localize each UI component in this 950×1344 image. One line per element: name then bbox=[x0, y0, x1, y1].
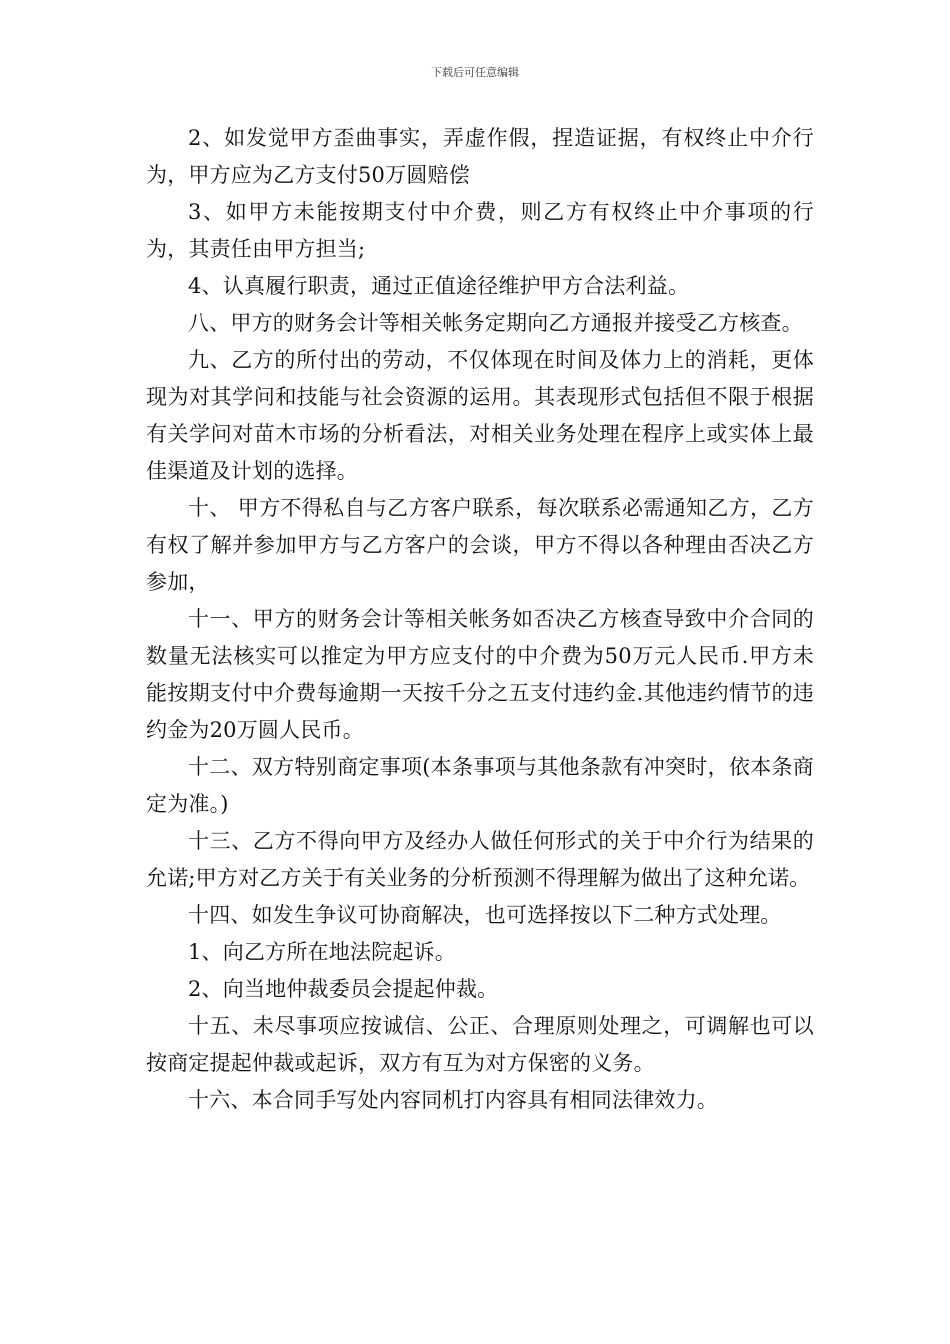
paragraph-article-9: 九、乙方的所付出的劳动，不仅体现在时间及体力上的消耗，更体现为对其学问和技能与社会资源的运用。其表现形式包括但不限于根据有关学问对苗木市场的分析看法，对相关业务处理在程序上或实体上最佳渠道及计划的选择。 bbox=[146, 348, 814, 483]
paragraph-option-2-arbitration: 2、向当地仲裁委员会提起仲裁。 bbox=[188, 977, 499, 1001]
paragraph-article-11: 十一、甲方的财务会计等相关帐务如否决乙方核查导致中介合同的数量无法核实可以推定为甲方应支付的中介费为50万元人民币.甲方未能按期支付中介费每逾期一天按千分之五支付违约金.其他违约情节的违约金为20万圆人民币。 bbox=[146, 607, 814, 742]
paragraph-article-15: 十五、未尽事项应按诚信、公正、合理原则处理之，可调解也可以按商定提起仲裁或起诉，双方有互为对方保密的义务。 bbox=[146, 1014, 814, 1075]
paragraph-clause-4-duty: 4、认真履行职责，通过正值途径维护甲方合法利益。 bbox=[188, 274, 690, 298]
paragraph-article-13: 十三、乙方不得向甲方及经办人做任何形式的关于中介行为结果的允诺;甲方对乙方关于有关业务的分析预测不得理解为做出了这种允诺。 bbox=[146, 829, 814, 890]
paragraph-clause-2-fraud: 2、如发觉甲方歪曲事实，弄虚作假，捏造证据，有权终止中介行为，甲方应为乙方支付50万圆赔偿 bbox=[146, 126, 814, 187]
paragraph-option-1-court: 1、向乙方所在地法院起诉。 bbox=[188, 940, 456, 964]
paragraph-article-12: 十二、双方特别商定事项(本条事项与其他条款有冲突时，依本条商定为准。) bbox=[146, 755, 814, 816]
paragraph-clause-3-payment: 3、如甲方未能按期支付中介费，则乙方有权终止中介事项的行为，其责任由甲方担当; bbox=[146, 200, 814, 261]
paragraph-article-10: 十、 甲方不得私自与乙方客户联系，每次联系必需通知乙方，乙方有权了解并参加甲方与乙方客户的会谈，甲方不得以各种理由否决乙方参加， bbox=[146, 496, 814, 594]
paragraph-article-14: 十四、如发生争议可协商解决，也可选择按以下二种方式处理。 bbox=[188, 903, 782, 927]
document-body bbox=[146, 120, 814, 1119]
page-header: 下载后可任意编辑 bbox=[431, 66, 519, 79]
paragraph-article-8: 八、甲方的财务会计等相关帐务定期向乙方通报并接受乙方核查。 bbox=[188, 311, 803, 335]
paragraph-article-16: 十六、本合同手写处内容同机打内容具有相同法律效力。 bbox=[188, 1088, 718, 1112]
